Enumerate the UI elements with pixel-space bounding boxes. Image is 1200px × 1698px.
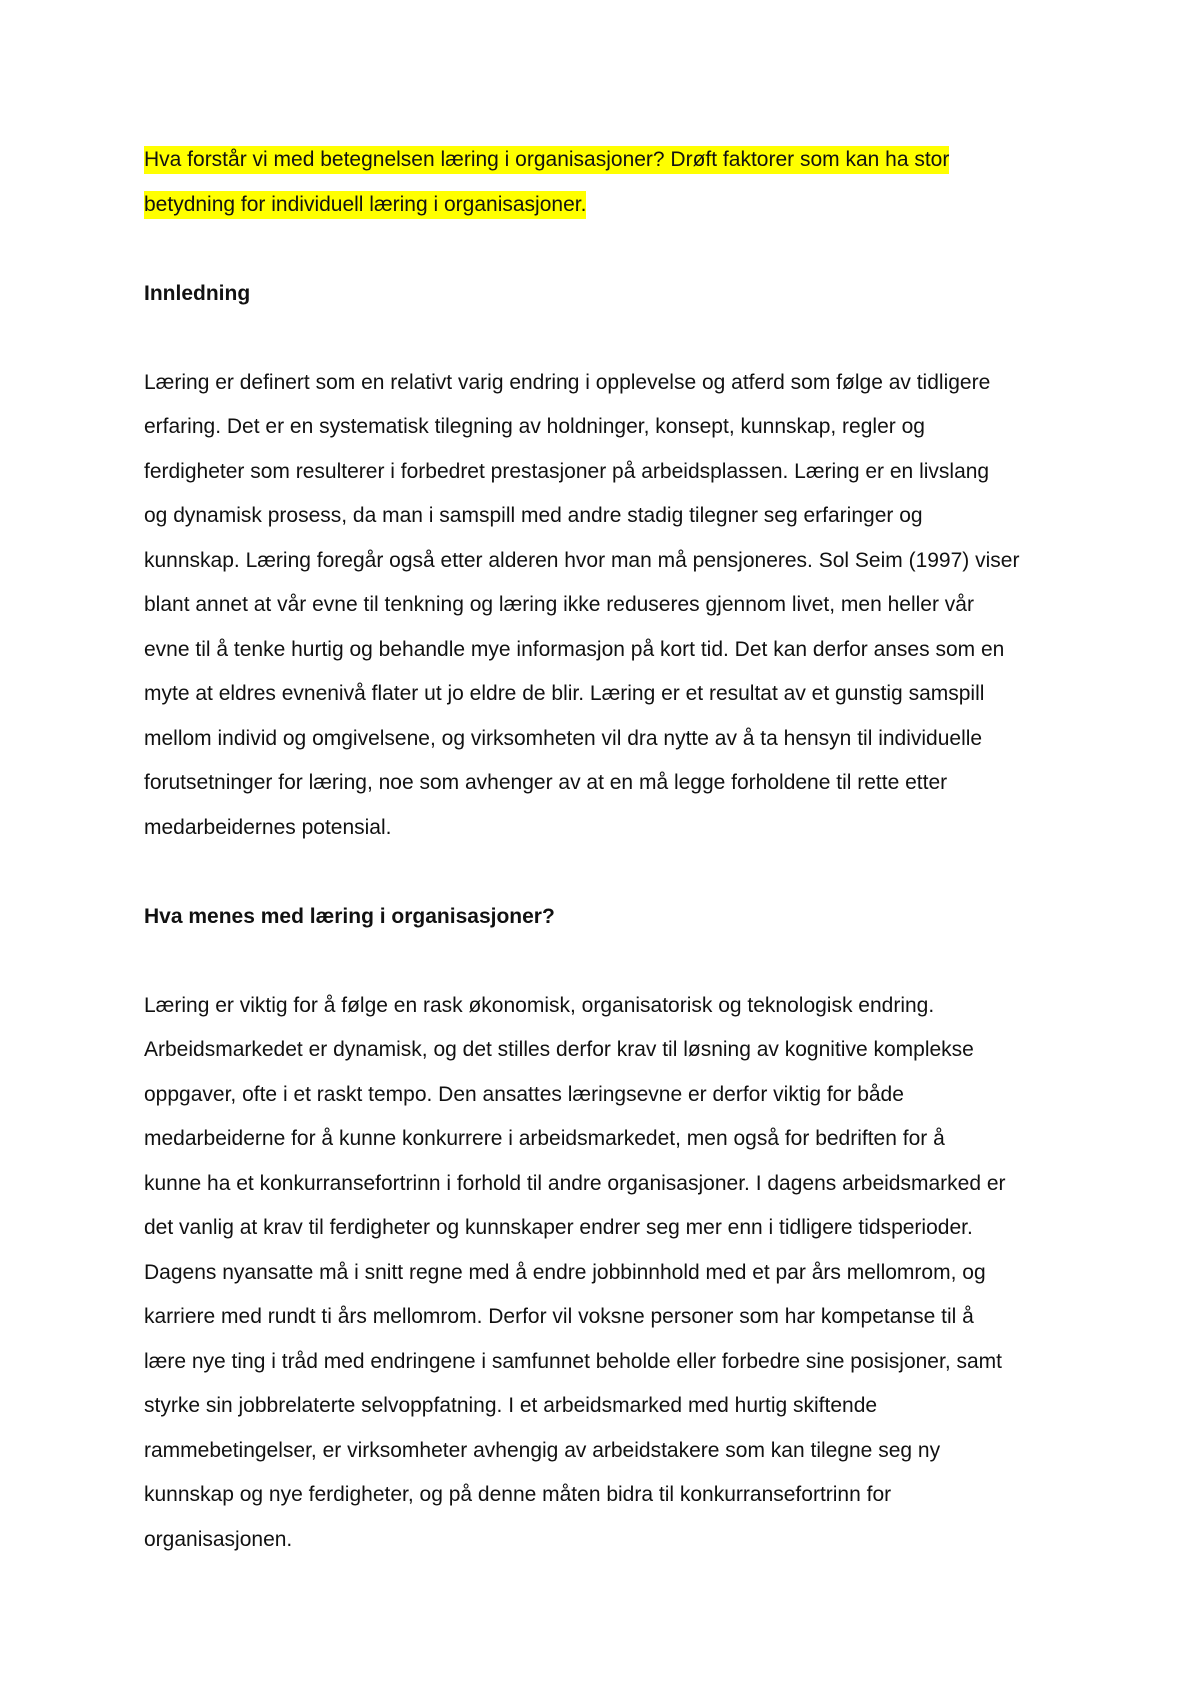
paragraph-line: erfaring. Det er en systematisk tilegning av holdninger, konsept, kunnskap, regler og [144,415,925,438]
paragraph-line: Læring er viktig for å følge en rask økonomisk, organisatorisk og teknologisk endring. [144,993,935,1017]
paragraph-line: lære nye ting i tråd med endringene i samfunnet beholde eller forbedre sine posisjoner, samt [144,1349,1002,1373]
paragraph-line: medarbeiderne for å kunne konkurrere i arbeidsmarkedet, men også for bedriften for å [144,1127,945,1150]
paragraph-line: Læring er definert som en relativt varig endring i opplevelse og atferd som følge av tidligere [144,370,991,394]
section-heading: Hva menes med læring i organisasjoner? [144,904,555,928]
paragraph-line: mellom individ og omgivelsene, og virksomheten vil dra nytte av å ta hensyn til individuelle [144,726,983,750]
spacer [144,316,1084,361]
paragraph-line: karriere med rundt ti års mellomrom. Derfor vil voksne personer som har kompetanse til å [144,1305,974,1328]
title-line: betydning for individuell læring i organisasjoner. [144,183,1084,228]
paragraph-line: styrke sin jobbrelaterte selvoppfatning. I et arbeidsmarked med hurtig skiftende [144,1394,878,1417]
paragraph-line: Arbeidsmarkedet er dynamisk, og det stilles derfor krav til løsning av kognitive komplekse [144,1038,974,1061]
paragraph-line: organisasjonen. [144,1527,293,1551]
title-line: Hva forstår vi med betegnelsen læring i organisasjoner? Drøft faktorer som kan ha stor [144,138,1084,183]
paragraph-line: evne til å tenke hurtig og behandle mye informasjon på kort tid. Det kan derfor anses som en [144,637,1005,661]
paragraph-line: kunnskap og nye ferdigheter, og på denne måten bidra til konkurransefortrinn for [144,1483,892,1506]
spacer [144,850,1084,895]
paragraph-line: og dynamisk prosess, da man i samspill med andre stadig tilegner seg erfaringer og [144,504,923,527]
paragraph-line: medarbeidernes potensial. [144,815,392,839]
paragraph-line: kunnskap. Læring foregår også etter alderen hvor man må pensjoneres. Sol Seim (1997) viser [144,548,1020,572]
section-heading: Innledning [144,281,251,305]
paragraph-line: rammebetingelser, er virksomheter avhengig av arbeidstakere som kan tilegne seg ny [144,1438,941,1462]
paragraph-line: myte at eldres evnenivå flater ut jo eldre de blir. Læring er et resultat av et gunstig samspill [144,682,985,705]
paragraph-line: forutsetninger for læring, noe som avhenger av at en må legge forholdene til rette etter [144,771,948,794]
paragraph-line: det vanlig at krav til ferdigheter og kunnskaper endrer seg mer enn i tidligere tidsperioder. [144,1216,973,1239]
paragraph-line: oppgaver, ofte i et raskt tempo. Den ansattes læringsevne er derfor viktig for både [144,1082,904,1106]
spacer [144,227,1084,272]
document-body [144,138,1084,1562]
paragraph-line: Dagens nyansatte må i snitt regne med å endre jobbinnhold med et par års mellomrom, og [144,1260,986,1284]
paragraph-line: kunne ha et konkurransefortrinn i forhold til andre organisasjoner. I dagens arbeidsmarked er [144,1171,1006,1195]
spacer [144,939,1084,984]
paragraph-line: ferdigheter som resulterer i forbedret prestasjoner på arbeidsplassen. Læring er en livslang [144,459,990,483]
paragraph-line: blant annet at vår evne til tenkning og læring ikke reduseres gjennom livet, men heller vår [144,593,974,616]
